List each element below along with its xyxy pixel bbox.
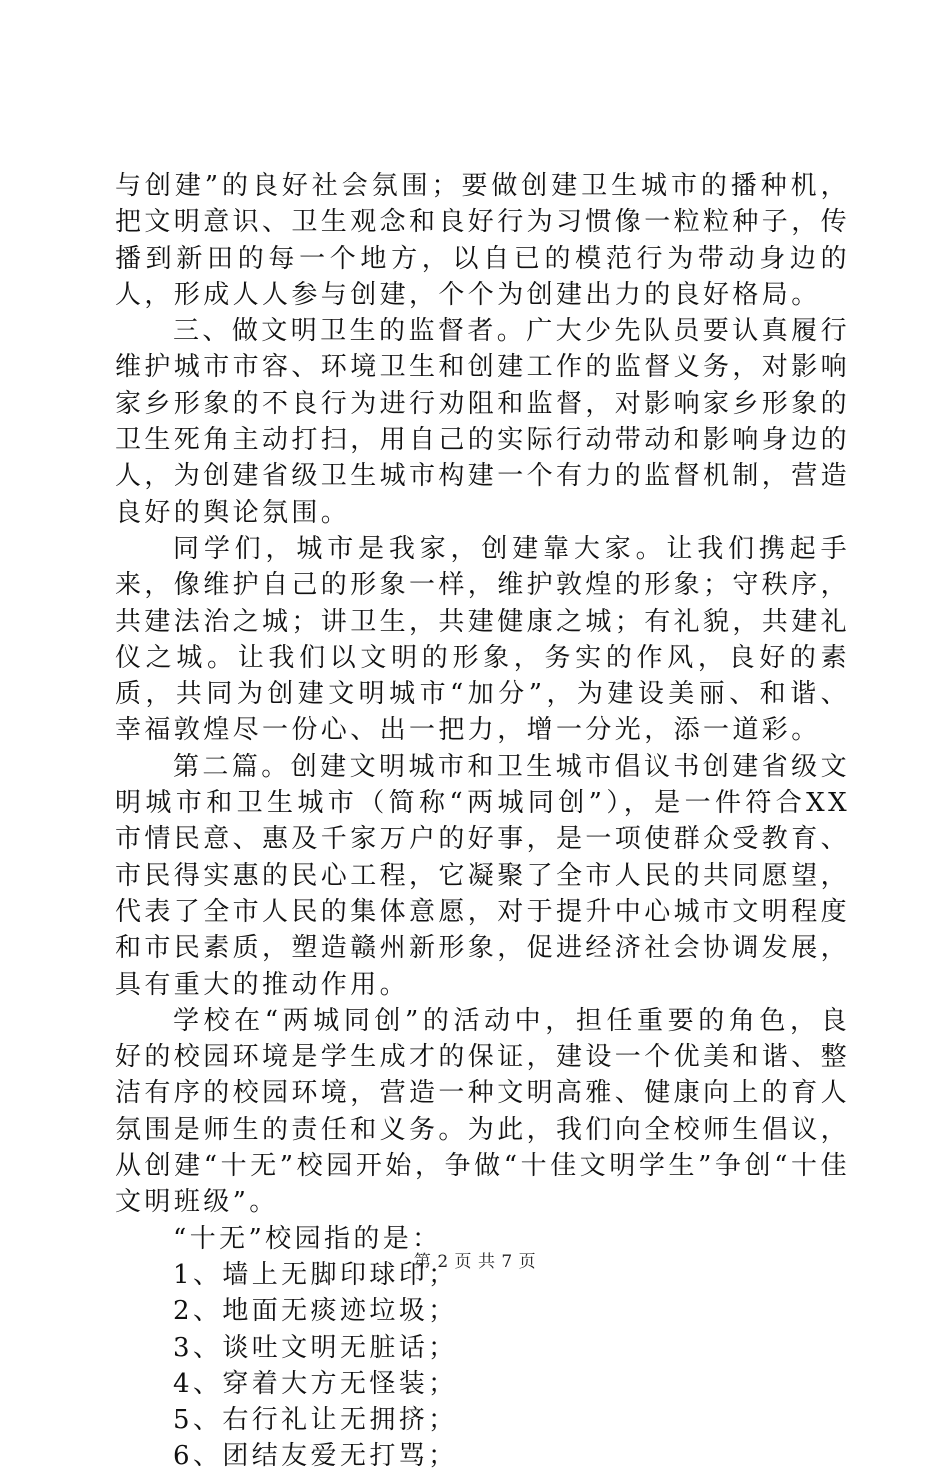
paragraph-4: 第二篇。创建文明城市和卫生城市倡议书创建省级文明城市和卫生城市（简称“两城同创”），是一件符合XX市情民意、惠及千家万户的好事，是一项使群众受教育、市民得实惠的民心工程，它凝聚了全市人民的共同愿望，代表了全市人民的集体意愿，对于提升中心城市文明程度和市民素质，塑造赣州新形象，促进经济社会协调发展，具有重大的推动作用。 xyxy=(115,751,851,1000)
page-number-label: 第 2 页 共 7 页 xyxy=(413,1252,537,1272)
list-item: 2、地面无痰迹垃圾； xyxy=(173,1296,458,1327)
list-item: 6、团结友爱无打骂； xyxy=(173,1441,458,1472)
list-item: 5、右行礼让无拥挤； xyxy=(173,1405,458,1436)
list-intro: “十无”校园指的是： xyxy=(173,1223,442,1254)
paragraph-3: 同学们，城市是我家，创建靠大家。让我们携起手来，像维护自己的形象一样，维护敦煌的形象；守秩序，共建法治之城；讲卫生，共建健康之城；有礼貌，共建礼仪之城。让我们以文明的形象，务实的作风，良好的素质，共同为创建文明城市“加分”，为建设美丽、和谐、幸福敦煌尽一份心、出一把力，增一分光，添一道彩。 xyxy=(115,533,851,746)
paragraph-2: 三、做文明卫生的监督者。广大少先队员要认真履行维护城市市容、环境卫生和创建工作的监督义务，对影响家乡形象的不良行为进行劝阻和监督，对影响家乡形象的卫生死角主动打扫，用自己的实际行动带动和影响身边的人，为创建省级卫生城市构建一个有力的监督机制，营造良好的舆论氛围。 xyxy=(115,316,851,528)
list-item: 3、谈吐文明无脏话； xyxy=(173,1332,458,1363)
paragraph-1: 与创建”的良好社会氛围；要做创建卫生城市的播种机，把文明意识、卫生观念和良好行为习惯像一粒粒种子，传播到新田的每一个地方，以自已的模范行为带动身边的人，形成人人参与创建，个个为创建出力的良好格局。 xyxy=(115,171,851,310)
page-footer xyxy=(0,1247,950,1272)
paragraph-5: 学校在“两城同创”的活动中，担任重要的角色，良好的校园环境是学生成才的保证，建设一个优美和谐、整洁有序的校园环境，营造一种文明高雅、健康向上的育人氛围是师生的责任和义务。为此，我们向全校师生倡议，从创建“十无”校园开始，争做“十佳文明学生”争创“十佳文明班级”。 xyxy=(115,1005,851,1218)
list-item: 1、墙上无脚印球印； xyxy=(173,1259,458,1290)
list-item: 4、穿着大方无怪装； xyxy=(173,1368,458,1399)
document-body xyxy=(115,168,850,1475)
